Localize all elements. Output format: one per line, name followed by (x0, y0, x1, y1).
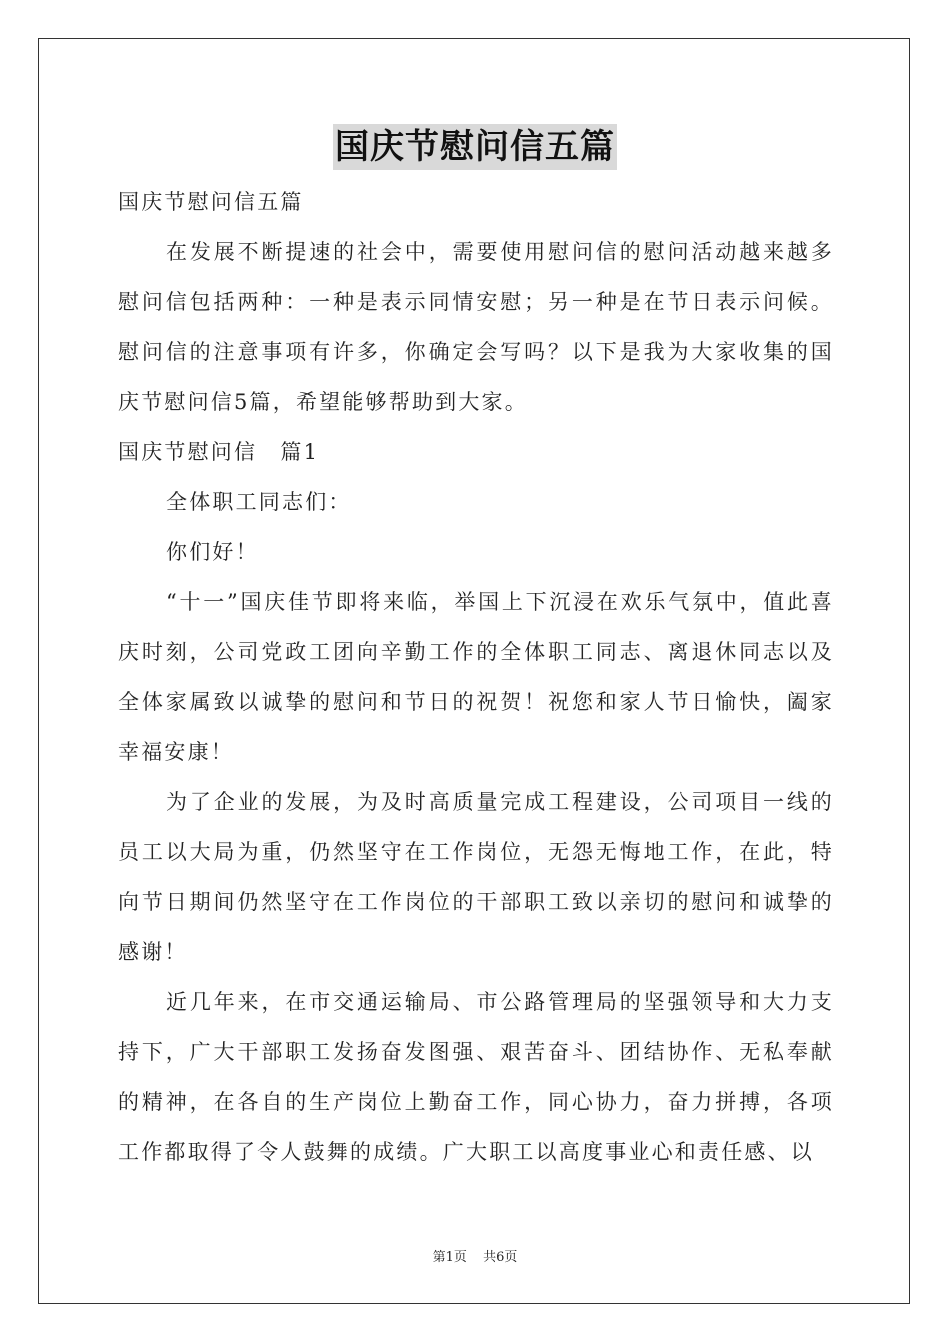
body-paragraph: “十一”国庆佳节即将来临，举国上下沉浸在欢乐气氛中，值此喜庆时刻，公司党政工团向辛勤工作的全体职工同志、离退休同志以及全体家属致以诚挚的慰问和节日的祝贺！祝您和家人节日愉快，阖家幸福安康！ (118, 590, 834, 764)
intro-paragraph: 在发展不断提速的社会中，需要使用慰问信的慰问活动越来越多慰问信包括两种：一种是表示同情安慰；另一种是在节日表示问候。慰问信的注意事项有许多，你确定会写吗？以下是我为大家收集的国庆节慰问信5篇，希望能够帮助到大家。 (118, 240, 834, 414)
page-number: 第1页 (432, 1250, 467, 1265)
title-area (0, 124, 950, 170)
body-paragraph: 近几年来，在市交通运输局、市公路管理局的坚强领导和大力支持下，广大干部职工发扬奋发图强、艰苦奋斗、团结协作、无私奉献的精神，在各自的生产岗位上勤奋工作，同心协力，奋力拼搏，各项工作都取得了令人鼓舞的成绩。广大职工以高度事业心和责任感、以 (118, 990, 834, 1164)
subtitle-line: 国庆节慰问信五篇 (118, 190, 304, 214)
page-footer (0, 1246, 950, 1265)
section-heading: 国庆节慰问信 篇1 (118, 440, 320, 464)
document-title: 国庆节慰问信五篇 (333, 124, 617, 170)
salutation: 全体职工同志们： (166, 490, 352, 514)
greeting: 你们好！ (166, 540, 259, 564)
body-paragraph: 为了企业的发展，为及时高质量完成工程建设，公司项目一线的员工以大局为重，仍然坚守在工作岗位，无怨无悔地工作，在此，特向节日期间仍然坚守在工作岗位的干部职工致以亲切的慰问和诚挚的感谢！ (118, 790, 834, 964)
document-body (118, 177, 834, 1177)
page-count: 共6页 (483, 1250, 518, 1265)
